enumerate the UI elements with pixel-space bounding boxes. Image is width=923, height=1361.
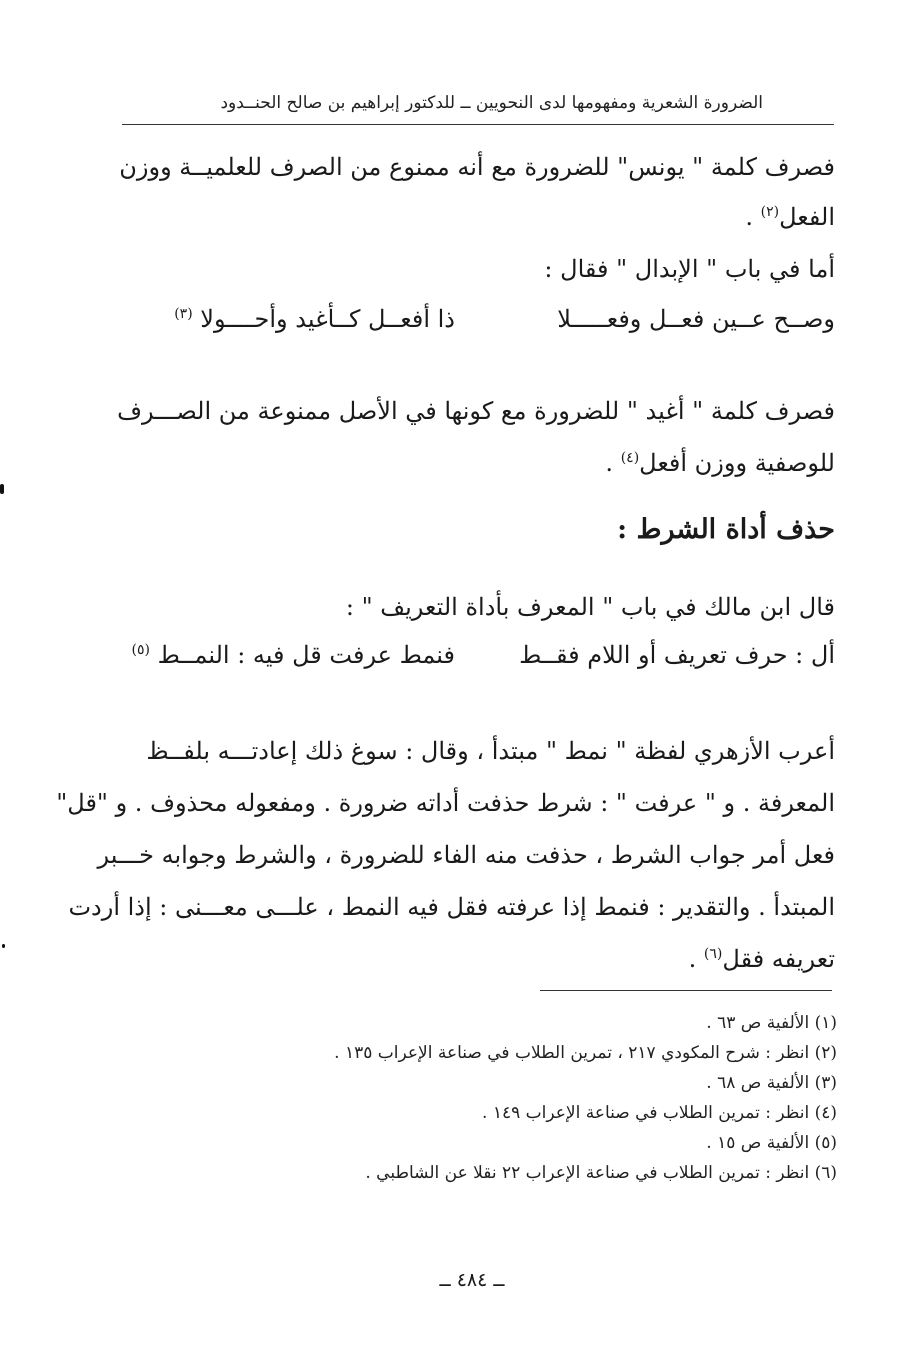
line-end: . bbox=[745, 203, 761, 231]
paragraph-line: المبتدأ . والتقدير : فنمط إذا عرفته فقل فيه النمط ، علـــى معـــنى : إذا أردت bbox=[68, 893, 835, 921]
footnote-ref[interactable]: (٥) bbox=[131, 642, 150, 658]
paragraph-line: فصرف كلمة " يونس" للضرورة مع أنه ممنوع من الصرف للعلميــة ووزن bbox=[119, 153, 835, 181]
footnote-item: (٦) انظر : تمرين الطلاب في صناعة الإعراب ٢٢ نقلا عن الشاطبي . bbox=[365, 1163, 837, 1183]
line-text: للوصفية ووزن أفعل bbox=[639, 449, 835, 477]
paragraph-line: أما في باب " الإبدال " فقال : bbox=[544, 255, 835, 283]
line-end: . bbox=[688, 945, 704, 973]
hemistich-text: فنمط عرفت قل فيه : النمــط bbox=[157, 641, 455, 669]
verse-intro-2 bbox=[127, 592, 835, 622]
footnote-ref[interactable]: (٢) bbox=[760, 204, 780, 220]
paragraph-line: قال ابن مالك في باب " المعرف بأداة التعريف " : bbox=[345, 593, 835, 621]
paragraph-line bbox=[127, 202, 835, 232]
paragraph-1 bbox=[119, 152, 835, 232]
footnote-ref[interactable]: (٣) bbox=[174, 306, 193, 322]
running-header: الضرورة الشعرية ومفهومها لدى النحويين ــ للدكتور إبراهيم بن صالح الحنــدود bbox=[220, 93, 763, 113]
line-text: تعريفه فقل bbox=[722, 945, 835, 973]
verse-hemistich-2 bbox=[174, 304, 455, 334]
line-text: الفعل bbox=[779, 203, 835, 231]
verse-intro-1 bbox=[127, 254, 835, 284]
verse-hemistich-1: وصــح عــين فعــل وفعـــــلا bbox=[557, 305, 835, 333]
footnotes bbox=[237, 1008, 837, 1188]
footnote-ref[interactable]: (٦) bbox=[703, 946, 723, 962]
section-heading: حذف أداة الشرط : bbox=[617, 514, 835, 545]
paragraph-line bbox=[127, 448, 835, 478]
verse-hemistich-1: أل : حرف تعريف أو اللام فقــط bbox=[519, 641, 835, 669]
paragraph-5 bbox=[56, 736, 835, 974]
footnote-item: (١) الألفية ص ٦٣ . bbox=[706, 1013, 837, 1033]
paragraph-line bbox=[127, 944, 835, 974]
hemistich-text: ذا أفعــل كــأغيد وأحــــولا bbox=[200, 305, 455, 333]
verse-2 bbox=[110, 640, 835, 670]
paragraph-line: أعرب الأزهري لفظة " نمط " مبتدأ ، وقال : سوغ ذلك إعادتـــه بلفــظ bbox=[146, 737, 835, 765]
page-number: ــ ٤٨٤ ــ bbox=[439, 1269, 505, 1291]
scan-mark bbox=[0, 484, 4, 494]
line-end: . bbox=[605, 449, 621, 477]
footnote-item: (٤) انظر : تمرين الطلاب في صناعة الإعراب ١٤٩ . bbox=[482, 1103, 837, 1123]
paragraph-line: فصرف كلمة " أغيد " للضرورة مع كونها في الأصل ممنوعة من الصـــرف bbox=[117, 397, 835, 425]
paragraph-line: المعرفة . و " عرفت " : شرط حذفت أداته ضرورة . ومفعوله محذوف . و "قل" bbox=[56, 789, 835, 817]
scan-mark bbox=[2, 944, 5, 948]
verse-hemistich-2 bbox=[132, 640, 455, 670]
verse-1 bbox=[110, 304, 835, 334]
footnote-ref[interactable]: (٤) bbox=[620, 450, 640, 466]
footnote-rule bbox=[540, 990, 832, 991]
footnote-item: (٢) انظر : شرح المكودي ٢١٧ ، تمرين الطلاب في صناعة الإعراب ١٣٥ . bbox=[334, 1043, 837, 1063]
paragraph-line: فعل أمر جواب الشرط ، حذفت منه الفاء للضرورة ، والشرط وجوابه خـــبر bbox=[97, 841, 835, 869]
footnote-item: (٣) الألفية ص ٦٨ . bbox=[706, 1073, 837, 1093]
footnote-item: (٥) الألفية ص ١٥ . bbox=[706, 1133, 837, 1153]
paragraph-3 bbox=[117, 396, 835, 478]
header-rule bbox=[122, 124, 834, 125]
